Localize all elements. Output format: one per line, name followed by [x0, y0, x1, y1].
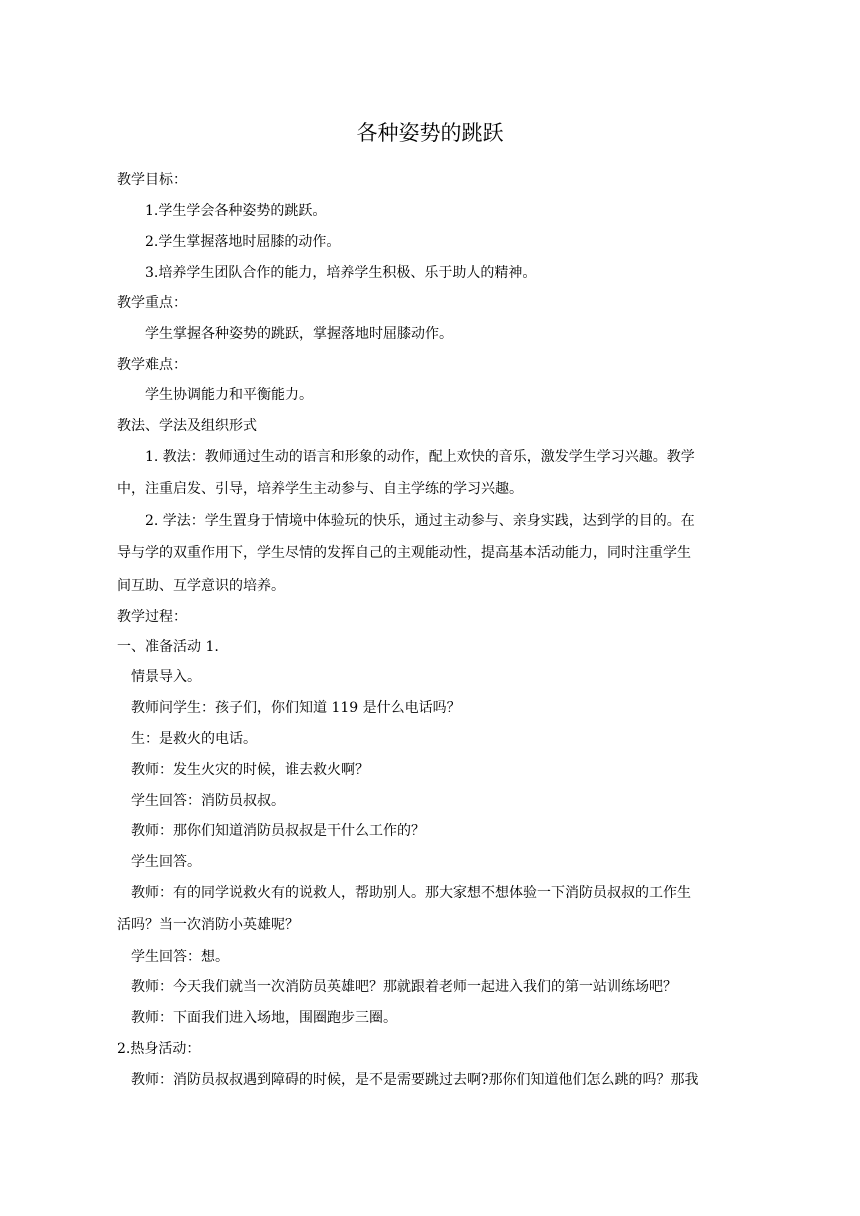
objective-item: 3.培养学生团队合作的能力，培养学生积极、乐于助人的精神。	[145, 265, 537, 281]
document-title: 各种姿势的跳跃	[356, 121, 504, 145]
paragraph-line: 1. 教法：教师通过生动的语言和形象的动作，配上欢快的音乐，激发学生学习兴趣。教学	[145, 449, 695, 465]
dialogue-line: 学生回答。	[131, 854, 201, 870]
dialogue-line: 教师问学生：孩子们，你们知道 119 是什么电话吗？	[131, 700, 461, 716]
heading-objectives: 教学目标：	[117, 172, 187, 188]
heading-key-points: 教学重点：	[117, 295, 187, 311]
dialogue-line: 教师：那你们知道消防员叔叔是干什么工作的？	[131, 823, 425, 839]
paragraph-line: 情景导入。	[131, 669, 201, 685]
dialogue-line: 教师：下面我们进入场地，围圈跑步三圈。	[131, 1010, 397, 1026]
paragraph-line: 导与学的双重作用下，学生尽情的发挥自己的主观能动性，提高基本活动能力，同时注重学生	[117, 545, 691, 561]
paragraph-line: 中，注重启发、引导，培养学生主动参与、自主学练的学习兴趣。	[117, 481, 523, 497]
objective-item: 2.学生掌握落地时屈膝的动作。	[145, 234, 341, 250]
dialogue-line: 教师：发生火灾的时候，谁去救火啊？	[131, 762, 369, 778]
dialogue-line: 教师：有的同学说救火有的说救人，帮助别人。那大家想不想体验一下消防员叔叔的工作生	[131, 885, 691, 901]
heading-difficulties: 教学难点：	[117, 357, 187, 373]
dialogue-line: 教师：消防员叔叔遇到障碍的时候，是不是需要跳过去啊?那你们知道他们怎么跳的吗？那我	[131, 1072, 699, 1088]
paragraph-line: 2. 学法：学生置身于情境中体验玩的快乐，通过主动参与、亲身实践，达到学的目的。在	[145, 513, 695, 529]
paragraph-line: 间互助、互学意识的培养。	[117, 578, 285, 594]
paragraph-line: 学生协调能力和平衡能力。	[145, 387, 313, 403]
heading-process: 教学过程：	[117, 609, 187, 625]
objective-item: 1.学生学会各种姿势的跳跃。	[145, 203, 327, 219]
heading-methods: 教法、学法及组织形式	[117, 418, 257, 434]
dialogue-line: 学生回答：想。	[131, 949, 229, 965]
dialogue-line: 活吗？当一次消防小英雄呢？	[117, 917, 299, 933]
dialogue-line: 教师：今天我们就当一次消防员英雄吧？那就跟着老师一起进入我们的第一站训练场吧？	[131, 979, 677, 995]
section-heading: 2.热身活动：	[117, 1041, 201, 1057]
section-heading: 一、准备活动 1.	[117, 639, 219, 655]
dialogue-line: 学生回答：消防员叔叔。	[131, 793, 285, 809]
paragraph-line: 学生掌握各种姿势的跳跃，掌握落地时屈膝动作。	[145, 326, 453, 342]
dialogue-line: 生：是救火的电话。	[131, 731, 257, 747]
